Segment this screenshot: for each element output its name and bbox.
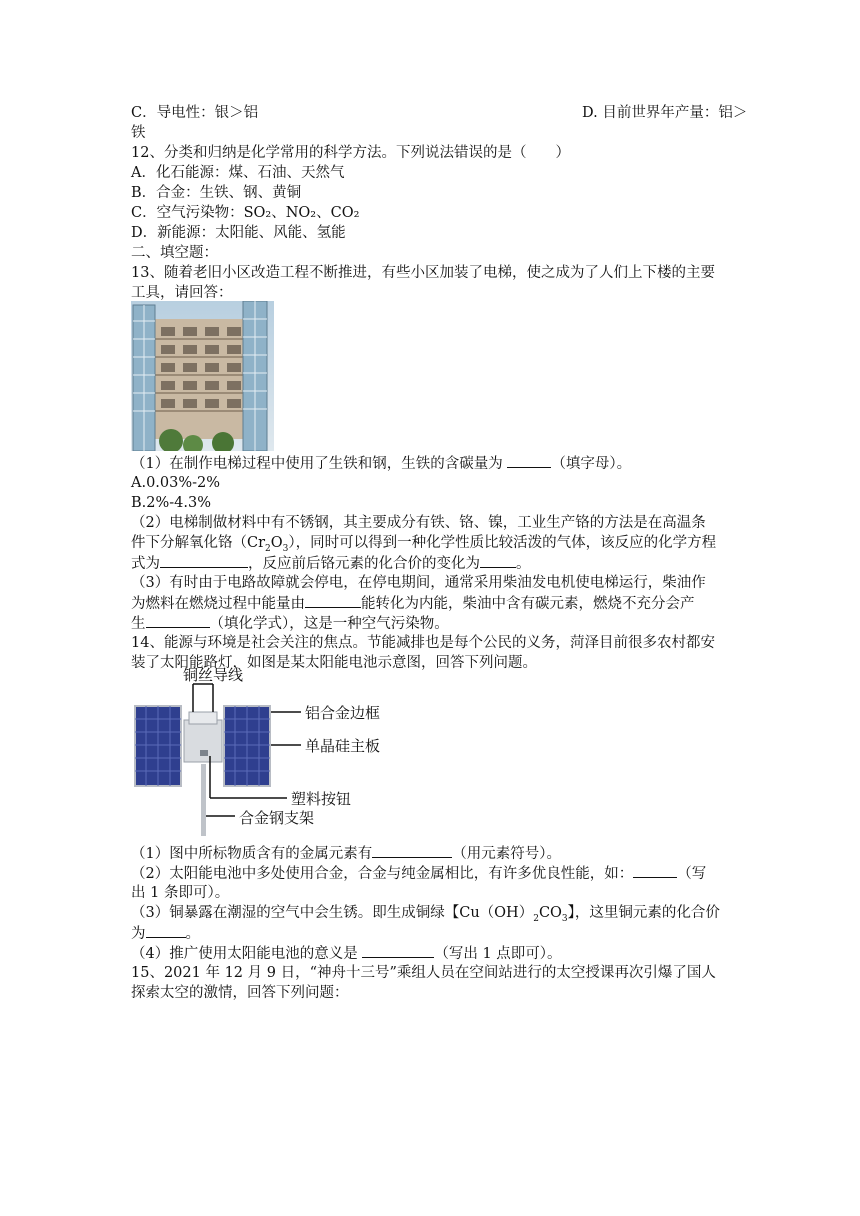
q13-stem-2: 工具，请回答： — [131, 285, 233, 301]
q14-part3-line1: （3）铜暴露在潮湿的空气中会生锈。即生成铜绿【$Cu(OH)_2CO_3$】，这里铜元素的化合价 — [131, 905, 720, 924]
label-steel-bracket: 合金钢支架 — [239, 809, 315, 827]
q13-part3-line1: （3）有时由于电路故障就会停电，在停电期间，通常采用柴油发电机使电梯运行，柴油作 — [131, 575, 706, 591]
answer-blank[interactable] — [362, 943, 434, 958]
q13-part3-line2: 为燃料在燃烧过程中能量由 能转化为内能，柴油中含有碳元素，燃烧不充分会产 — [131, 593, 695, 614]
q15-stem-2: 探索太空的激情，回答下列问题： — [131, 985, 349, 1001]
label-al-frame: 铝合金边框 — [305, 704, 381, 722]
q14-part3-line2: 为 。 — [131, 923, 200, 944]
q14-part2-line2: 出 1 条即可）。 — [131, 885, 230, 901]
answer-blank[interactable] — [146, 923, 186, 938]
q14-stem-2: 装了太阳能路灯，如图是某太阳能电池示意图，回答下列问题。 — [131, 655, 537, 671]
q11-option-d-cont: 铁 — [131, 125, 146, 141]
q11-option-c: C．导电性：银＞铝 — [131, 105, 259, 121]
q14-part4: （4）推广使用太阳能电池的意义是 （写出 1 点即可）。 — [131, 943, 562, 964]
q12-option-a: A．化石能源：煤、石油、天然气 — [131, 165, 345, 181]
q11-option-d: D. 目前世界年产量：铝＞ — [582, 105, 748, 121]
q13-part2-line1: （2）电梯制做材料中有不锈钢，其主要成分有铁、铬、镍，工业生产铬的方法是在高温条 — [131, 515, 706, 531]
q12-option-c: C．空气污染物：SO₂、NO₂、CO₂ — [131, 205, 360, 221]
q13-part1-option-b: B.2%-4.3% — [131, 495, 212, 511]
q14-part2-line1: （2）太阳能电池中多处使用合金，合金与纯金属相比，有许多优良性能，如： （写 — [131, 863, 706, 884]
q13-part3-line3: 生 （填化学式），这是一种空气污染物。 — [131, 613, 449, 634]
label-plastic-button: 塑料按钮 — [291, 790, 352, 808]
q13-part2-line3: 式为 ，反应前后铬元素的化合价的变化为 。 — [131, 553, 531, 574]
q13-part1-option-a: A.0.03%-2% — [131, 475, 221, 491]
answer-blank[interactable] — [633, 863, 677, 878]
answer-blank[interactable] — [146, 613, 210, 628]
q13-part2-line2: 件下分解氧化铬$(Cr_2O_3)$，同时可以得到一种化学性质比较活泼的气体，该反应的化学方程 — [131, 535, 717, 554]
answer-blank[interactable] — [160, 553, 248, 568]
label-si-board: 单晶硅主板 — [305, 737, 381, 755]
q14-stem-1: 14、能源与环境是社会关注的焦点。节能减排也是每个公民的义务，菏泽目前很多农村都安 — [131, 635, 715, 651]
q15-stem-1: 15、2021 年 12 月 9 日，“神舟十三号”乘组人员在空间站进行的太空授课再次引爆了国人 — [131, 965, 716, 981]
answer-blank[interactable] — [372, 843, 452, 858]
answer-blank[interactable] — [507, 453, 551, 468]
q14-part1: （1）图中所标物质含有的金属元素有 （用元素符号）。 — [131, 843, 561, 864]
answer-blank[interactable] — [480, 553, 516, 568]
solar-cell-diagram — [131, 666, 401, 836]
section-heading: 二、填空题： — [131, 245, 218, 261]
q12-stem: 12、分类和归纳是化学常用的科学方法。下列说法错误的是（ ） — [131, 145, 570, 161]
label-copper-wire: 铜丝导线 — [183, 666, 244, 684]
q13-part1: （1）在制作电梯过程中使用了生铁和钢，生铁的含碳量为 （填字母）。 — [131, 453, 631, 474]
q12-option-b: B．合金：生铁、钢、黄铜 — [131, 185, 302, 201]
elevator-building-photo — [131, 301, 274, 451]
q12-option-d: D．新能源：太阳能、风能、氢能 — [131, 225, 346, 241]
q13-stem-1: 13、随着老旧小区改造工程不断推进，有些小区加装了电梯，使之成为了人们上下楼的主要 — [131, 265, 715, 281]
answer-blank[interactable] — [305, 593, 361, 608]
